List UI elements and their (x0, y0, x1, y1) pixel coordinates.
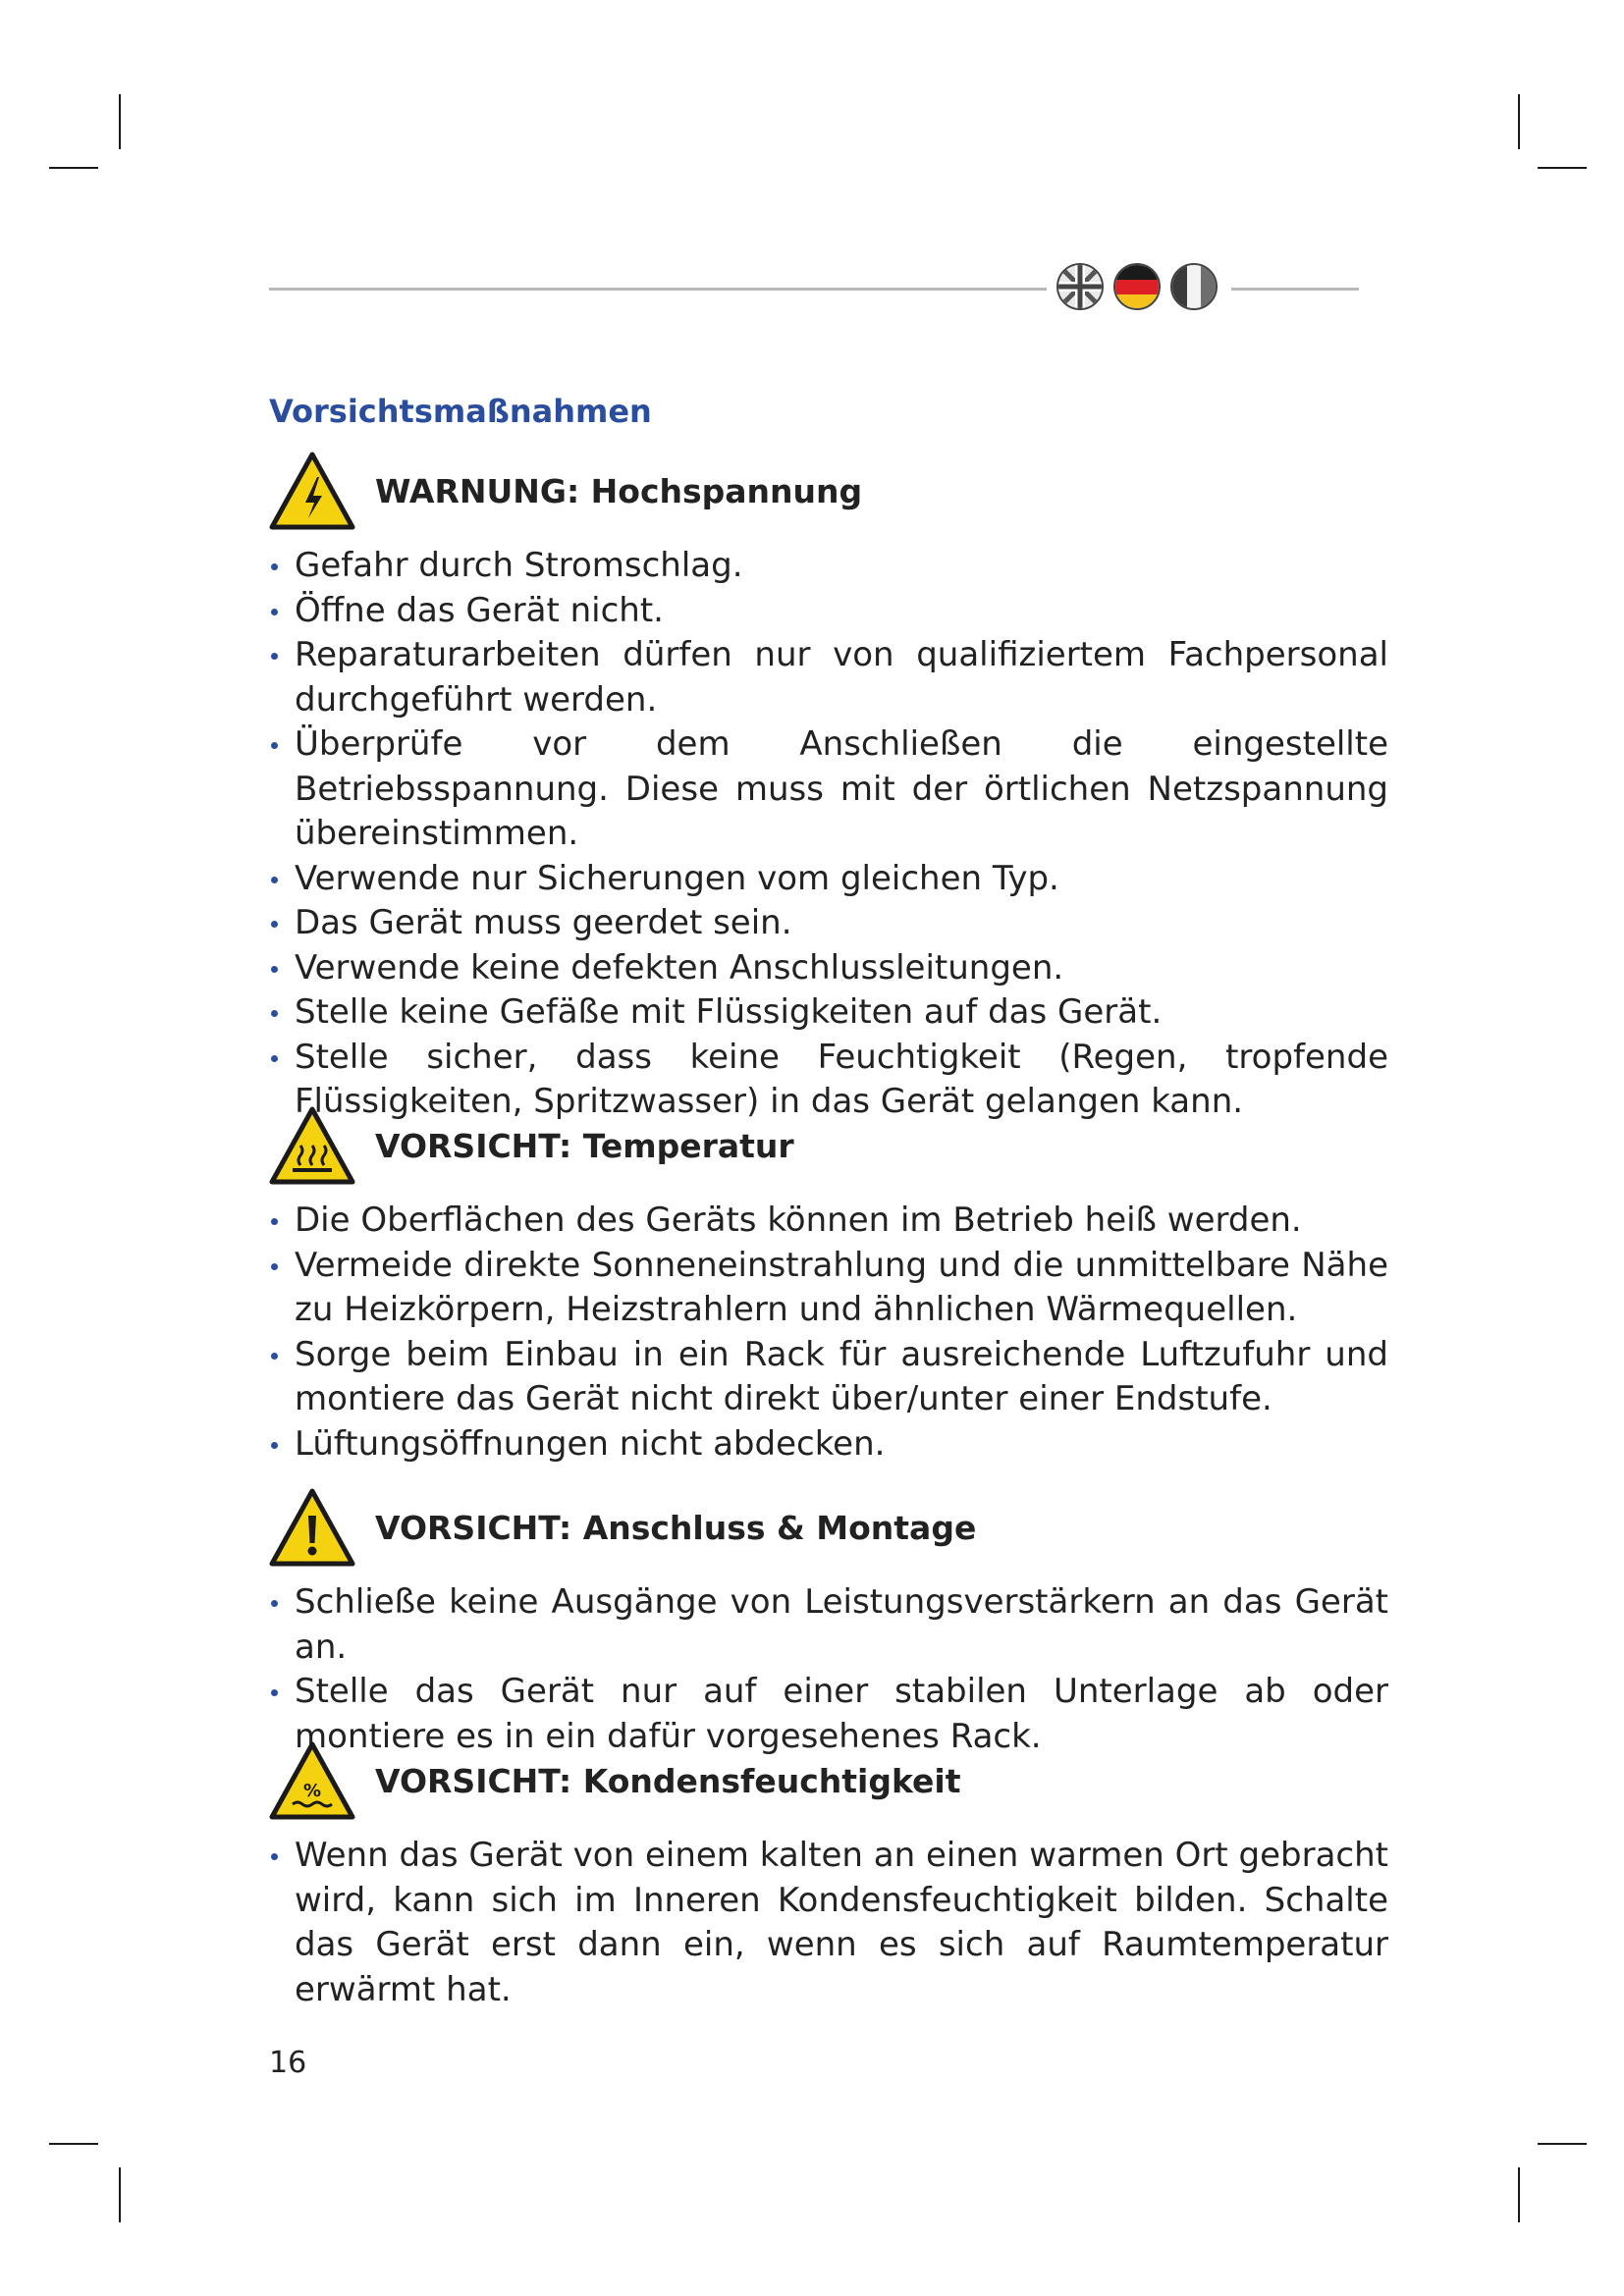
high-voltage-warning-icon (269, 452, 355, 530)
list-item: Die Oberflächen des Geräts können im Betrieb heiß werden. (269, 1199, 1388, 1244)
list-item: Öffne das Gerät nicht. (269, 589, 1388, 634)
list-item: Schließe keine Ausgänge von Leistungsverstärkern an das Gerät an. (269, 1580, 1388, 1670)
header-rule-left (269, 288, 1047, 291)
france-flag-icon[interactable] (1170, 263, 1218, 310)
list-item: Stelle keine Gefäße mit Flüssigkeiten auf das Gerät. (269, 990, 1388, 1036)
general-warning-icon (269, 1488, 355, 1567)
list-item: Stelle das Gerät nur auf einer stabilen Unterlage ab oder montiere es in ein dafür vorgesehenes Rack. (269, 1670, 1388, 1759)
header-rule-right (1231, 288, 1359, 291)
crop-mark (1538, 167, 1587, 169)
list-item: Sorge beim Einbau in ein Rack für ausreichende Luftzufuhr und montiere das Gerät nicht direkt über/unter einer Endstufe. (269, 1333, 1388, 1422)
warning-block-high-voltage (269, 450, 1388, 1125)
warning-title: VORSICHT: Kondensfeuchtigkeit (375, 1761, 961, 1800)
crop-mark (1518, 2167, 1520, 2222)
crop-mark (49, 167, 98, 169)
crop-mark (49, 2143, 98, 2145)
list-item: Stelle sicher, dass keine Feuchtigkeit (Regen, tropfende Flüssigkeiten, Spritzwasser) in das Gerät gelangen kann. (269, 1036, 1388, 1125)
warning-title: VORSICHT: Anschluss & Montage (375, 1508, 977, 1547)
warning-block-temperature (269, 1104, 1388, 1467)
warning-block-condensation (269, 1739, 1388, 2012)
list-item: Reparaturarbeiten dürfen nur von qualifiziertem Fachpersonal durchgeführt werden. (269, 633, 1388, 722)
list-item: Das Gerät muss geerdet sein. (269, 901, 1388, 946)
list-item: Verwende keine defekten Anschlussleitungen. (269, 946, 1388, 991)
list-item: Gefahr durch Stromschlag. (269, 544, 1388, 589)
crop-mark (1538, 2143, 1587, 2145)
germany-flag-icon[interactable] (1113, 263, 1161, 310)
language-selector (1056, 263, 1218, 310)
list-item: Überprüfe vor dem Anschließen die eingestellte Betriebsspannung. Diese muss mit der örtlichen Netzspannung übereinstimmen. (269, 722, 1388, 857)
uk-flag-icon[interactable] (1056, 263, 1104, 310)
warning-list (269, 544, 1388, 1125)
crop-mark (1518, 94, 1520, 149)
warning-list (269, 1834, 1388, 2012)
list-item: Lüftungsöffnungen nicht abdecken. (269, 1422, 1388, 1468)
crop-mark (119, 94, 121, 149)
crop-mark (119, 2167, 121, 2222)
list-item: Verwende nur Sicherungen vom gleichen Typ. (269, 857, 1388, 902)
humidity-warning-icon (269, 1741, 355, 1820)
warning-title: WARNUNG: Hochspannung (375, 471, 863, 510)
svg-text:%: % (302, 1781, 322, 1801)
section-title: Vorsichtsmaßnahmen (269, 393, 652, 430)
hot-surface-warning-icon (269, 1106, 355, 1185)
warning-list (269, 1580, 1388, 1759)
page-number: 16 (269, 2046, 307, 2080)
warning-title: VORSICHT: Temperatur (375, 1126, 794, 1165)
warning-block-connection-mounting (269, 1486, 1388, 1759)
warning-list (269, 1199, 1388, 1467)
list-item: Wenn das Gerät von einem kalten an einen warmen Ort gebracht wird, kann sich im Inneren Kondensfeuchtigkeit bilden. Schalte das Gerät erst dann ein, wenn es sich auf Raumtemperatur erwärmt hat. (269, 1834, 1388, 2012)
list-item: Vermeide direkte Sonneneinstrahlung und die unmittelbare Nähe zu Heizkörpern, Heizstrahlern und ähnlichen Wärmequellen. (269, 1244, 1388, 1333)
